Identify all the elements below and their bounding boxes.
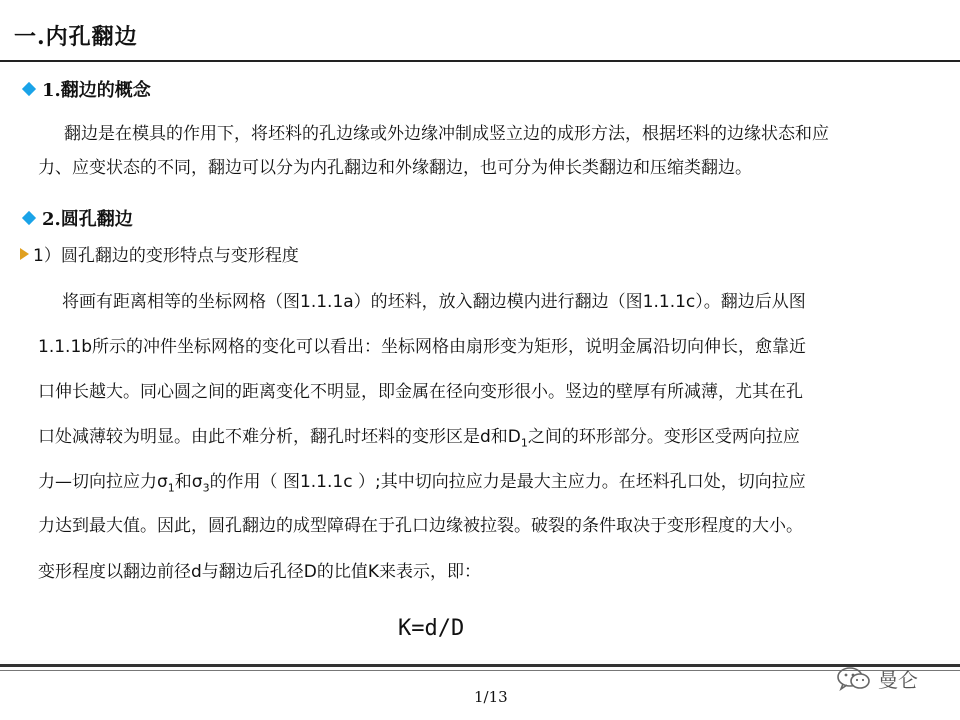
sub-heading-label: 1）圆孔翻边的变形特点与变形程度	[33, 246, 299, 266]
page-title: 一.内孔翻边	[14, 24, 138, 50]
paragraph-line: 将画有距离相等的坐标网格（图1.1.1a）的坯料，放入翻边模内进行翻边（图1.1.1c）。翻边后从图	[62, 292, 806, 312]
paragraph-line: 翻边是在模具的作用下，将坯料的孔边缘或外边缘冲制成竖立边的成形方法，根据坯料的边缘状态和应	[64, 124, 829, 144]
paragraph-line: 1.1.1b所示的冲件坐标网格的变化可以看出：坐标网格由扇形变为矩形，说明金属沿切向伸长，愈靠近	[38, 337, 807, 357]
subscript: 1	[167, 481, 175, 495]
diamond-bullet-icon	[22, 211, 36, 225]
paragraph-line: 口伸长越大。同心圆之间的距离变化不明显，即金属在径向变形很小。竖边的壁厚有所减薄，尤其在孔	[38, 382, 803, 402]
footer-divider-thin	[0, 670, 960, 671]
title-divider	[0, 60, 960, 62]
watermark-text: 曼仑	[878, 668, 918, 692]
wechat-chat-icon	[836, 666, 872, 692]
text-run: 的作用（ 图1.1.1c ）;其中切向拉应力是最大主应力。在坯料孔口处，切向拉应	[209, 472, 806, 492]
paragraph-line: 变形程度以翻边前径d与翻边后孔径D的比值K来表示，即：	[38, 562, 482, 582]
paragraph-line	[38, 425, 800, 455]
section-heading-label: 1.翻边的概念	[42, 80, 151, 101]
paragraph-line: 力达到最大值。因此，圆孔翻边的成型障碍在于孔口边缘被拉裂。破裂的条件取决于变形程度的大小。	[38, 516, 803, 536]
sub-heading	[20, 241, 299, 266]
diamond-bullet-icon	[22, 82, 36, 96]
section-heading-concept	[22, 76, 151, 102]
text-run: 口处减薄较为明显。由此不难分析，翻孔时坯料的变形区是d和D	[38, 427, 521, 447]
paragraph-line: 力、应变状态的不同，翻边可以分为内孔翻边和外缘翻边，也可分为伸长类翻边和压缩类翻边。	[38, 158, 752, 178]
arrow-bullet-icon	[20, 248, 29, 260]
text-run: 和σ	[174, 472, 203, 492]
text-run: 力—切向拉应力σ	[38, 472, 168, 492]
section-heading-round-hole	[22, 205, 133, 231]
section-heading-label: 2.圆孔翻边	[42, 209, 133, 230]
watermark	[836, 664, 918, 693]
formula: K=d/D	[398, 616, 465, 641]
paragraph-line	[38, 470, 806, 500]
subscript: 3	[202, 481, 210, 495]
subscript: 1	[520, 436, 528, 450]
text-run: 之间的环形部分。变形区受两向拉应	[527, 427, 800, 447]
footer-divider	[0, 664, 960, 667]
page-number: 1/13	[474, 688, 508, 706]
